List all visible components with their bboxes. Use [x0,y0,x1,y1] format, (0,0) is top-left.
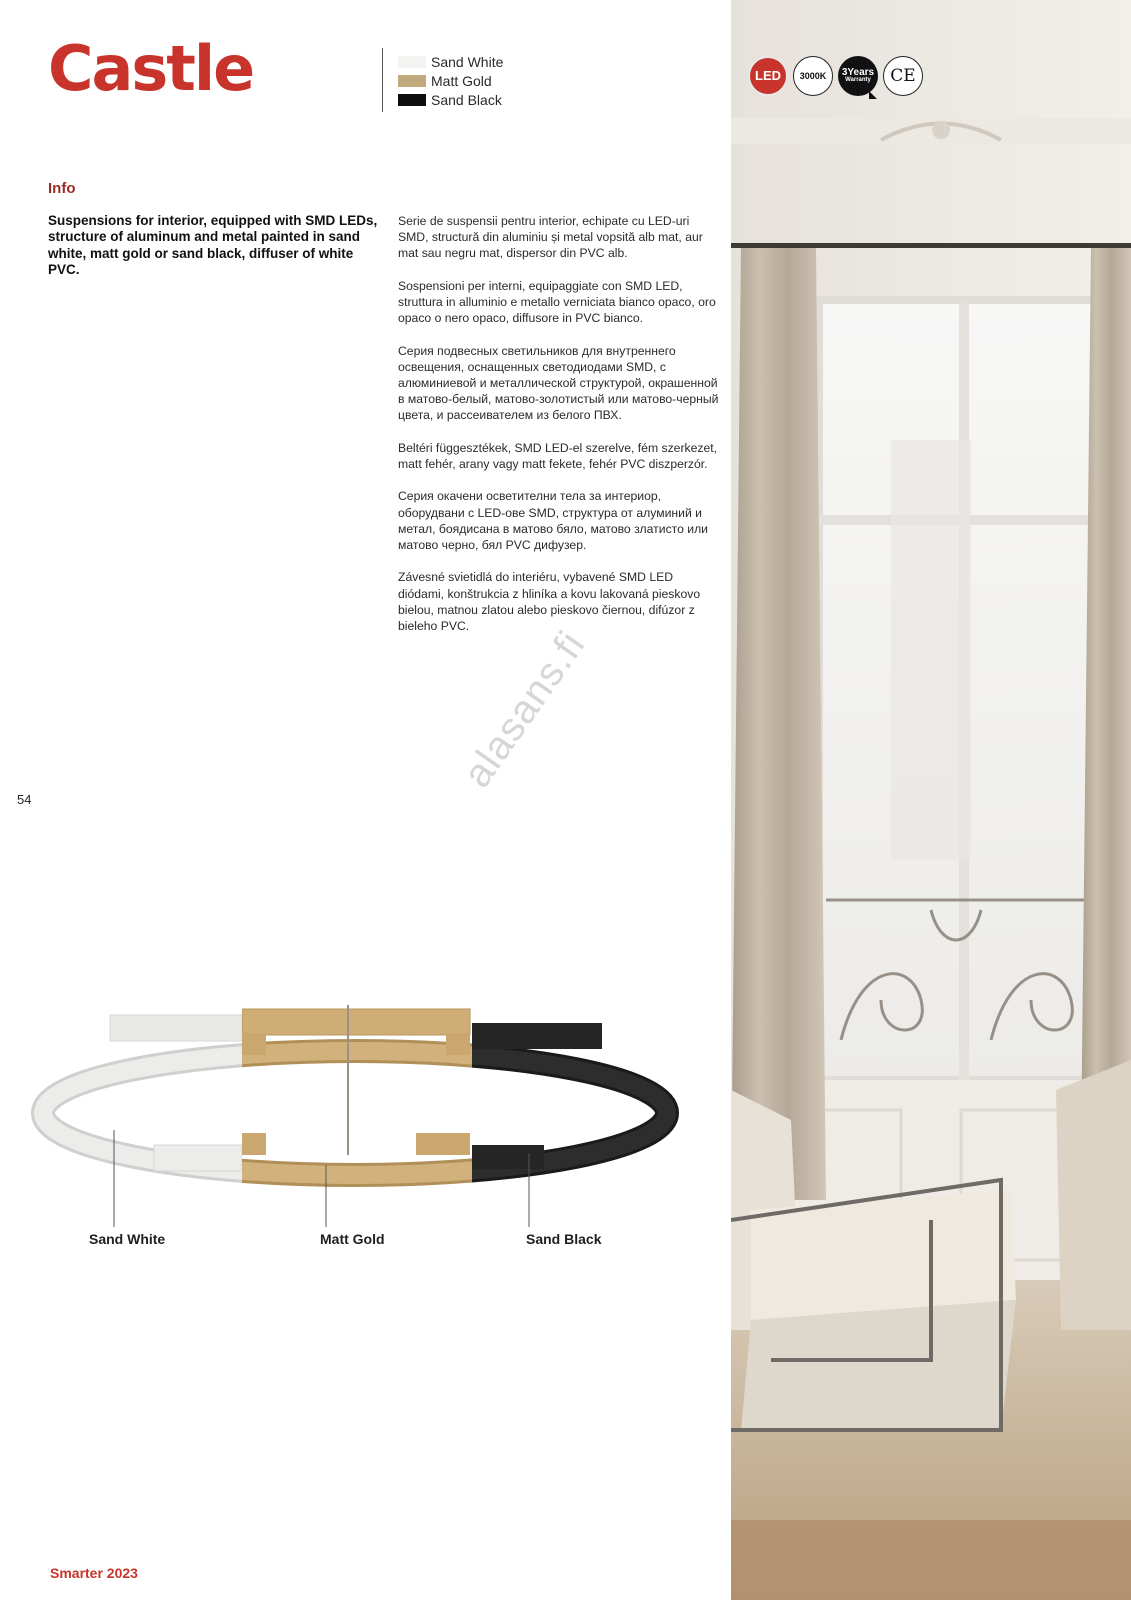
warranty-text [842,68,874,83]
info-heading: Info [48,180,76,197]
description-italian: Sospensioni per interni, equipaggiate con SMD LED, struttura in alluminio e metallo verniciata bianco opaco, oro opaco o nero opaco, diffusore in PVC bianco. [398,278,716,326]
led-badge-text: LED [755,67,781,83]
ce-mark-badge [883,56,923,96]
product-illustration [30,1005,680,1230]
warranty-badge [838,56,878,96]
finish-list [398,52,503,109]
warranty-years: 3Years [841,67,875,79]
finish-label: Sand Black [431,91,502,108]
english-description: Suspensions for interior, equipped with SMD LEDs, structure of aluminum and metal painted in sand white, matt gold or sand black, diffuser of white PVC. [48,213,378,277]
feature-badges [748,56,923,96]
description-hungarian: Beltéri függesztékek, SMD LED-el szerelve, fém szerkezet, matt fehér, arany vagy matt fekete, fehér PVC diszperzór. [398,440,718,471]
catalog-footer: Smarter 2023 [50,1565,138,1581]
watermark: alasans.fi [455,623,594,796]
finish-label: Matt Gold [431,72,492,89]
ce-mark-text: CE [890,65,916,86]
interior-photo [731,0,1131,1600]
description-bulgarian: Серия окачени осветителни тела за интериор, оборудвани с LED-ове SMD, структура от алуминий и метал, боядисана в матово бяло, матово златисто или матово черно, бял PVC дифузер. [398,489,708,552]
description-romanian: Serie de suspensii pentru interior, echipate cu LED-uri SMD, structură din aluminiu și metal vopsită alb mat, aur mat sau negru mat, dispersor din PVC alb. [398,214,703,261]
color-temperature-text: 3000K [799,70,827,81]
product-title: Castle [48,32,254,105]
finish-item-sand-white [398,52,503,71]
led-badge [748,56,788,96]
finish-item-sand-black [398,90,503,109]
header-divider-left [382,48,383,112]
swatch-matt-gold [398,75,426,87]
swatch-sand-white [398,56,426,68]
description-slovak: Závesné svietidlá do interiéru, vybavené SMD LED diódami, konštrukcia z hliníka a kovu lakovaná pieskovo bielou, matnou zlatou alebo pieskovo čiernou, difúzor z bieleho PVC. [398,570,701,633]
warranty-word: Warranty [845,76,871,83]
finish-item-matt-gold [398,71,503,90]
page-number: 54 [17,792,32,807]
color-temperature-badge [793,56,833,96]
translated-descriptions [398,213,720,650]
label-sand-black: Sand Black [526,1231,602,1247]
swatch-sand-black [398,94,426,106]
label-sand-white: Sand White [89,1231,166,1247]
label-matt-gold: Matt Gold [320,1231,385,1247]
description-russian: Серия подвесных светильников для внутреннего освещения, оснащенных светодиодами SMD, с алюминиевой и металлической структурой, окрашенной в матово-белый, матово-золотистый или матово-черный цвета, и рассеивателем из белого ПВХ. [398,343,719,423]
finish-label: Sand White [431,53,504,70]
